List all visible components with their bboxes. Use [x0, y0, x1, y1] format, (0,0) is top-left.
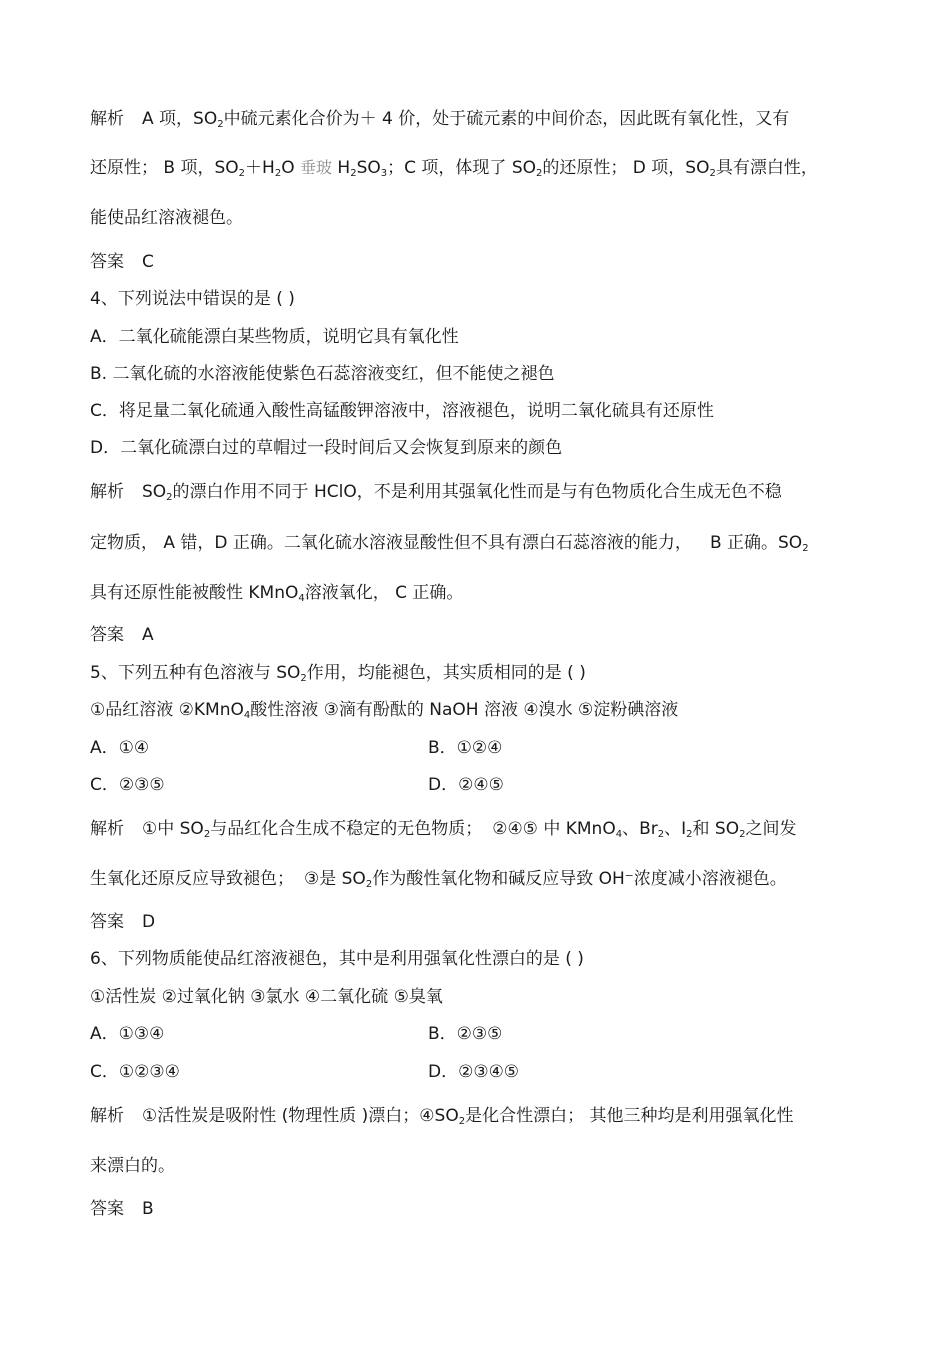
- q3-explanation-line-2: 还原性； B 项，$SO_2+H_2O$ 垂玻 $H_2SO_3$；C 项，体现了 $SO_2$的还原性； D 项，$SO_2$具有漂白性，: [90, 158, 818, 179]
- q5-stem: 5、下列五种有色溶液与 $SO_2$作用，均能褪色，其实质相同的是 ( ): [90, 663, 586, 684]
- q6-items: ①活性炭 ②过氧化钠 ③氯水 ④二氧化硫 ⑤臭氧: [90, 987, 443, 1007]
- q5-answer: 答案 D: [90, 912, 156, 932]
- q5-option-a: A．①④: [90, 738, 150, 758]
- q5-option-b: B．①②④: [428, 738, 503, 758]
- q3-answer: 答案 C: [90, 252, 154, 272]
- q6-answer: 答案 B: [90, 1199, 154, 1219]
- q4-option-a: A．二氧化硫能漂白某些物质，说明它具有氧化性: [90, 327, 459, 347]
- q5-explanation-line-1: 解析 ①中 $SO_2$与品红化合生成不稳定的无色物质； ②④⑤ 中 KMnO$_4$、$Br_2$、$I_2$和 $SO_2$之间发: [90, 819, 797, 840]
- q4-option-d: D．二氧化硫漂白过的草帽过一段时间后又会恢复到原来的颜色: [90, 438, 563, 458]
- q4-explanation-line-3: 具有还原性能被酸性 KMnO$_4$溶液氧化， C 正确。: [90, 583, 464, 604]
- q4-stem: 4、下列说法中错误的是 ( ): [90, 289, 295, 309]
- q6-option-c: C．①②③④: [90, 1062, 180, 1082]
- answer-label: 答案: [90, 252, 124, 272]
- q5-explanation-line-2: 生氧化还原反应导致褪色； ③是 $SO_2$作为酸性氧化物和碱反应导致 OH⁻浓度减小溶液褪色。: [90, 869, 787, 890]
- q3-explanation-line-3: 能使品红溶液褪色。: [90, 208, 243, 228]
- q6-explanation-line-1: 解析 ①活性炭是吸附性 (物理性质 )漂白；$④SO_2$是化合性漂白； 其他三种均是利用强氧化性: [90, 1106, 794, 1127]
- q5-option-c: C．②③⑤: [90, 775, 165, 795]
- q4-explanation-line-2: 定物质， A 错，D 正确。二氧化硫水溶液显酸性但不具有漂白石蕊溶液的能力， B 正确。$SO_2$: [90, 533, 809, 554]
- q4-option-b: B. 二氧化硫的水溶液能使紫色石蕊溶液变红，但不能使之褪色: [90, 364, 555, 384]
- q6-option-a: A．①③④: [90, 1024, 165, 1044]
- q6-option-d: D．②③④⑤: [428, 1062, 520, 1082]
- reversible-arrow-icon: 垂玻: [300, 158, 333, 177]
- q4-option-c: C．将足量二氧化硫通入酸性高锰酸钾溶液中，溶液褪色，说明二氧化硫具有还原性: [90, 401, 714, 421]
- q4-answer: 答案 A: [90, 625, 154, 645]
- explanation-label: 解析: [90, 109, 124, 129]
- q5-option-d: D．②④⑤: [428, 775, 504, 795]
- q6-explanation-line-2: 来漂白的。: [90, 1156, 175, 1176]
- q4-explanation-line-1: 解析 $SO_2$的漂白作用不同于 HClO，不是利用其强氧化性而是与有色物质化合生成无色不稳: [90, 482, 782, 503]
- q5-items: ①品红溶液 ②KMnO$_4$酸性溶液 ③滴有酚酞的 NaOH 溶液 ④溴水 ⑤淀粉碘溶液: [90, 700, 679, 721]
- q6-stem: 6、下列物质能使品红溶液褪色，其中是利用强氧化性漂白的是 ( ): [90, 949, 584, 969]
- q3-explanation-line-1: 解析 A 项，$SO_2$中硫元素化合价为＋ 4 价，处于硫元素的中间价态，因此既有氧化性，又有: [90, 109, 790, 130]
- q6-option-b: B．②③⑤: [428, 1024, 503, 1044]
